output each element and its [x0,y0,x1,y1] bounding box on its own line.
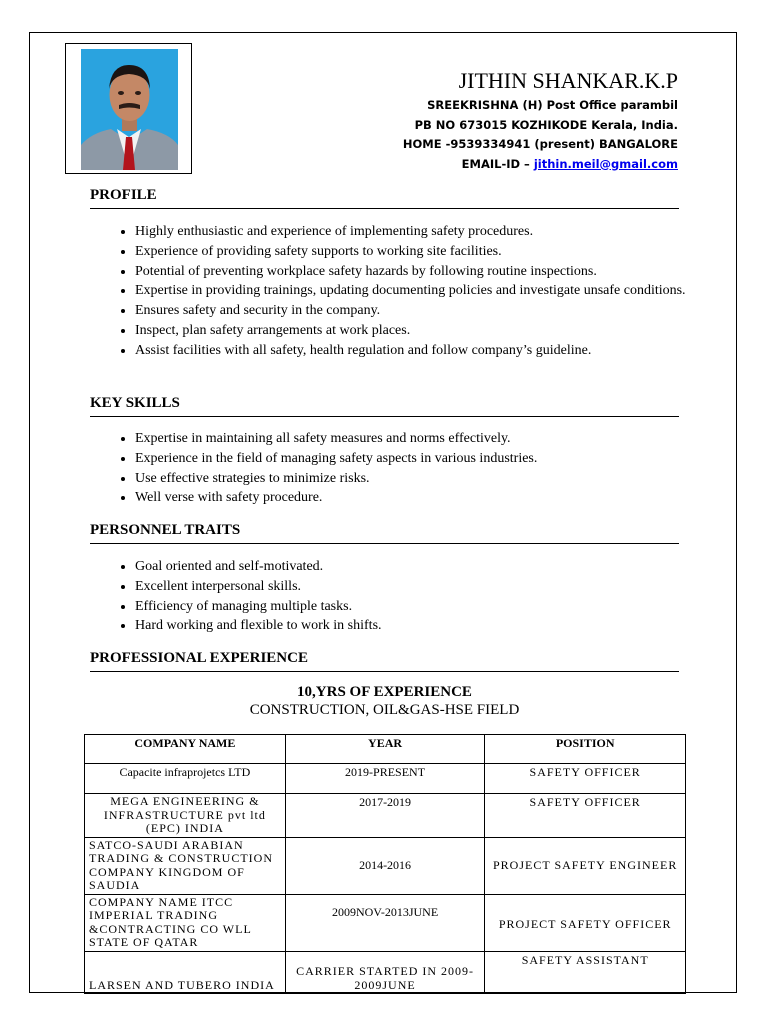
list-item: • Goal oriented and self-motivated. [135,557,695,577]
year-cell: 2014-2016 [285,837,485,894]
section-heading-key-skills: KEY SKILLS [90,395,679,417]
list-item: • Potential of preventing workplace safety hazards by following routine inspections. [135,262,695,282]
year-cell: 2017-2019 [285,794,485,838]
candidate-name: JITHIN SHANKAR.K.P [458,68,678,93]
company-cell: SATCO-SAUDI ARABIAN TRADING & CONSTRUCTION COMPANY KINGDOM OF SAUDIA [85,837,286,894]
profile-list [90,222,695,361]
key-skills-list [90,429,695,508]
position-cell: PROJECT SAFETY OFFICER [485,894,686,951]
address-line-1: SREEKRISHNA (H) Post Office parambil [427,98,678,112]
phone-line: HOME -9539334941 (present) BANGALORE [402,137,678,151]
company-cell: MEGA ENGINEERING & INFRASTRUCTURE pvt ltd (EPC) INDIA [85,794,286,838]
year-cell: 2009NOV-2013JUNE [285,894,485,951]
list-item: • Well verse with safety procedure. [135,488,695,508]
list-item: • Expertise in providing trainings, updating documenting policies and investigate unsafe conditions. [135,281,695,301]
column-header-year: YEAR [285,735,485,764]
list-item: • Efficiency of managing multiple tasks. [135,597,695,617]
company-cell: COMPANY NAME ITCC IMPERIAL TRADING &CONTRACTING CO WLL STATE OF QATAR [85,894,286,951]
year-cell: 2019-PRESENT [285,764,485,794]
profile-photo [65,43,192,174]
table-row [85,951,686,993]
email-link[interactable]: jithin.meil@gmail.com [533,156,678,171]
list-item: • Experience in the field of managing safety aspects in various industries. [135,449,695,469]
year-cell: CARRIER STARTED IN 2009-2009JUNE [285,951,485,993]
table-row [85,794,686,838]
person-portrait-icon [81,49,178,170]
company-cell: LARSEN AND TUBERO INDIA [85,951,286,993]
list-item: • Expertise in maintaining all safety measures and norms effectively. [135,429,695,449]
table-row [85,837,686,894]
experience-table [84,734,686,994]
list-item: • Experience of providing safety supports to working site facilities. [135,242,695,262]
list-item: • Ensures safety and security in the company. [135,301,695,321]
email-line [403,155,678,175]
list-item: • Inspect, plan safety arrangements at work places. [135,321,695,341]
section-heading-traits: PERSONNEL TRAITS [90,522,679,544]
table-row [85,894,686,951]
position-cell: SAFETY OFFICER [485,764,686,794]
table-row [85,764,686,794]
position-cell: SAFETY ASSISTANT [485,951,686,993]
company-cell: Capacite infraprojetcs LTD [85,764,286,794]
list-item: • Highly enthusiastic and experience of implementing safety procedures. [135,222,695,242]
section-heading-profile: PROFILE [90,187,679,209]
experience-subtitle: CONSTRUCTION, OIL&GAS-HSE FIELD [249,702,520,718]
position-cell: SAFETY OFFICER [485,794,686,838]
section-heading-experience: PROFESSIONAL EXPERIENCE [90,650,679,672]
column-header-position: POSITION [485,735,686,764]
list-item: • Hard working and flexible to work in shifts. [135,616,695,636]
table-header-row [85,735,686,764]
experience-title: 10,YRS OF EXPERIENCE [297,684,472,700]
contact-header [403,66,678,174]
list-item: • Assist facilities with all safety, health regulation and follow company’s guideline. [135,341,695,361]
list-item: • Use effective strategies to minimize risks. [135,469,695,489]
address-line-2: PB NO 673015 KOZHIKODE Kerala, India. [414,117,678,132]
list-item: • Excellent interpersonal skills. [135,577,695,597]
position-cell: PROJECT SAFETY ENGINEER [485,837,686,894]
email-label: EMAIL-ID – [461,156,530,171]
column-header-company: COMPANY NAME [85,735,286,764]
traits-list [90,557,695,636]
